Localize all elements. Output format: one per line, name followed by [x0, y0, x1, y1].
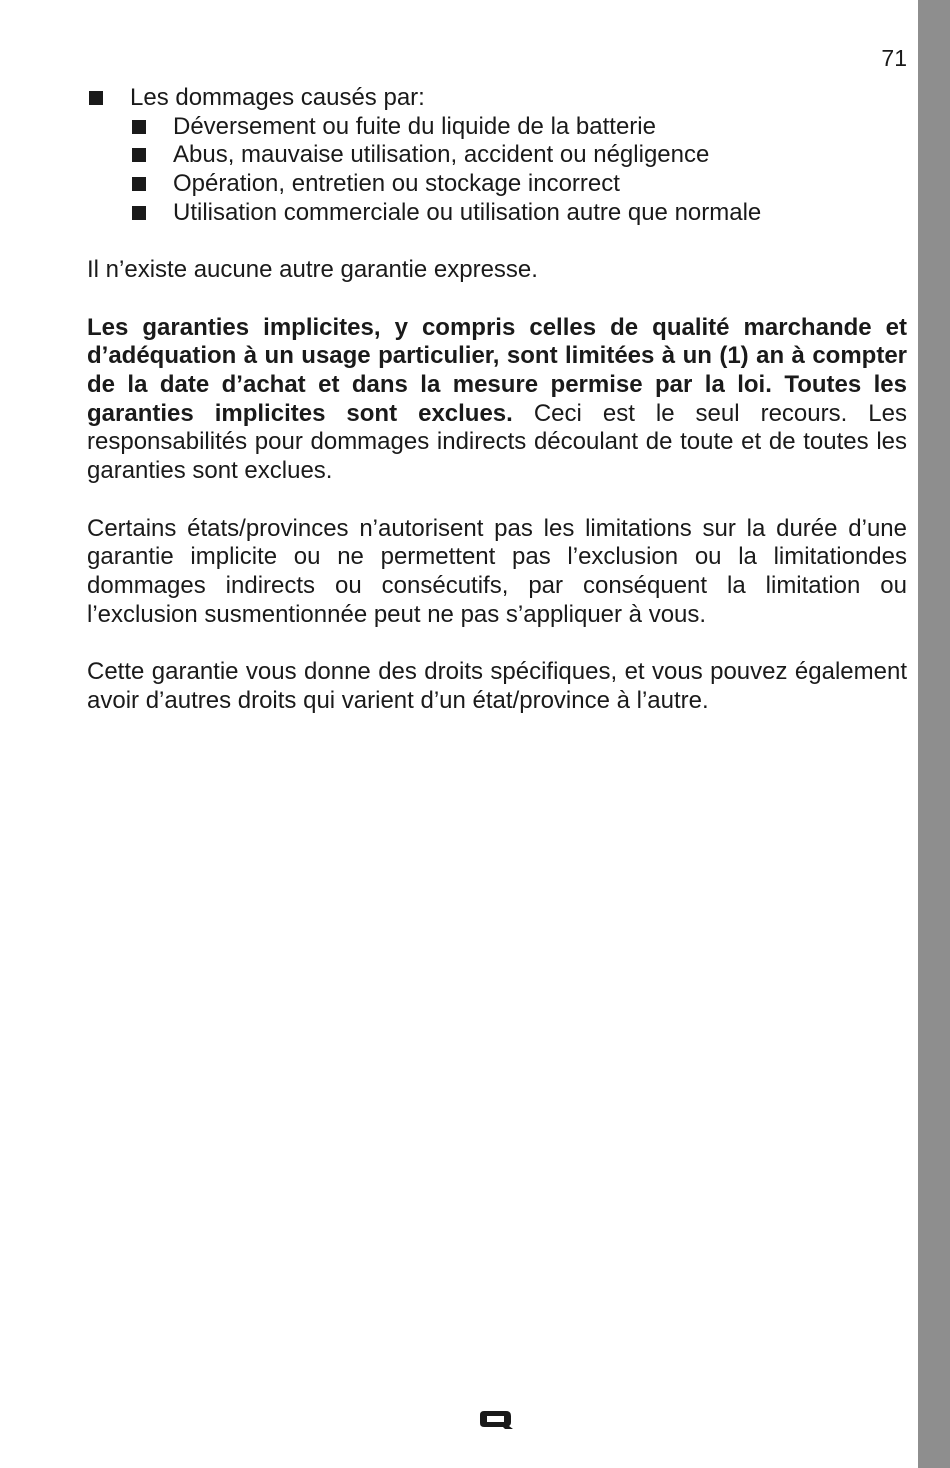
square-bullet-icon [132, 148, 146, 162]
list-item-text: Déversement ou fuite du liquide de la batterie [173, 112, 656, 140]
q-logo-icon [478, 1408, 514, 1430]
list-item-text: Opération, entretien ou stockage incorrect [173, 170, 620, 198]
damage-list-label: Les dommages causés par: [130, 84, 425, 111]
specific-rights-paragraph: Cette garantie vous donne des droits spécifiques, et vous pouvez également avoir d’autres droits qui varient d’un état/province à l’autre. [87, 658, 907, 714]
implied-warranty-bold-text: Les garanties implicites, y compris celles de qualité marchande et d’adéquation à un usage particulier, sont limitées à un (1) an à compter de la date d’achat et dans la mesure permise par la loi. Toutes les garanties implicites sont exclues. [87, 313, 907, 427]
damage-list [87, 84, 907, 228]
damage-sublist [130, 113, 907, 228]
list-item [130, 170, 907, 199]
square-bullet-icon [132, 120, 146, 134]
list-item [87, 84, 907, 228]
list-item-text: Abus, mauvaise utilisation, accident ou négligence [173, 141, 710, 169]
state-limitations-paragraph: Certains états/provinces n’autorisent pas les limitations sur la durée d’une garantie implicite ou ne permettent pas l’exclusion ou la limitationdes dommages indirects ou consécutifs, par conséquent la limitation ou l’exclusion susmentionnée peut ne pas s’appliquer à vous. [87, 514, 907, 628]
list-item [130, 141, 907, 170]
square-bullet-icon [132, 206, 146, 220]
square-bullet-icon [132, 177, 146, 191]
page-number: 71 [881, 45, 907, 71]
list-item [130, 113, 907, 142]
no-other-warranty-paragraph: Il n’existe aucune autre garantie expresse. [87, 256, 538, 284]
list-item-text: Utilisation commerciale ou utilisation autre que normale [173, 198, 762, 226]
square-bullet-icon [89, 91, 103, 105]
page-content [87, 84, 907, 715]
implied-warranty-text: Ceci est le seul recours. Les responsabilités pour dommages indirects découlant de toute et de toutes les garanties sont exclues. [87, 399, 907, 485]
list-item [130, 199, 907, 228]
side-tab-bar [918, 0, 950, 1468]
implied-warranty-paragraph [87, 314, 907, 486]
